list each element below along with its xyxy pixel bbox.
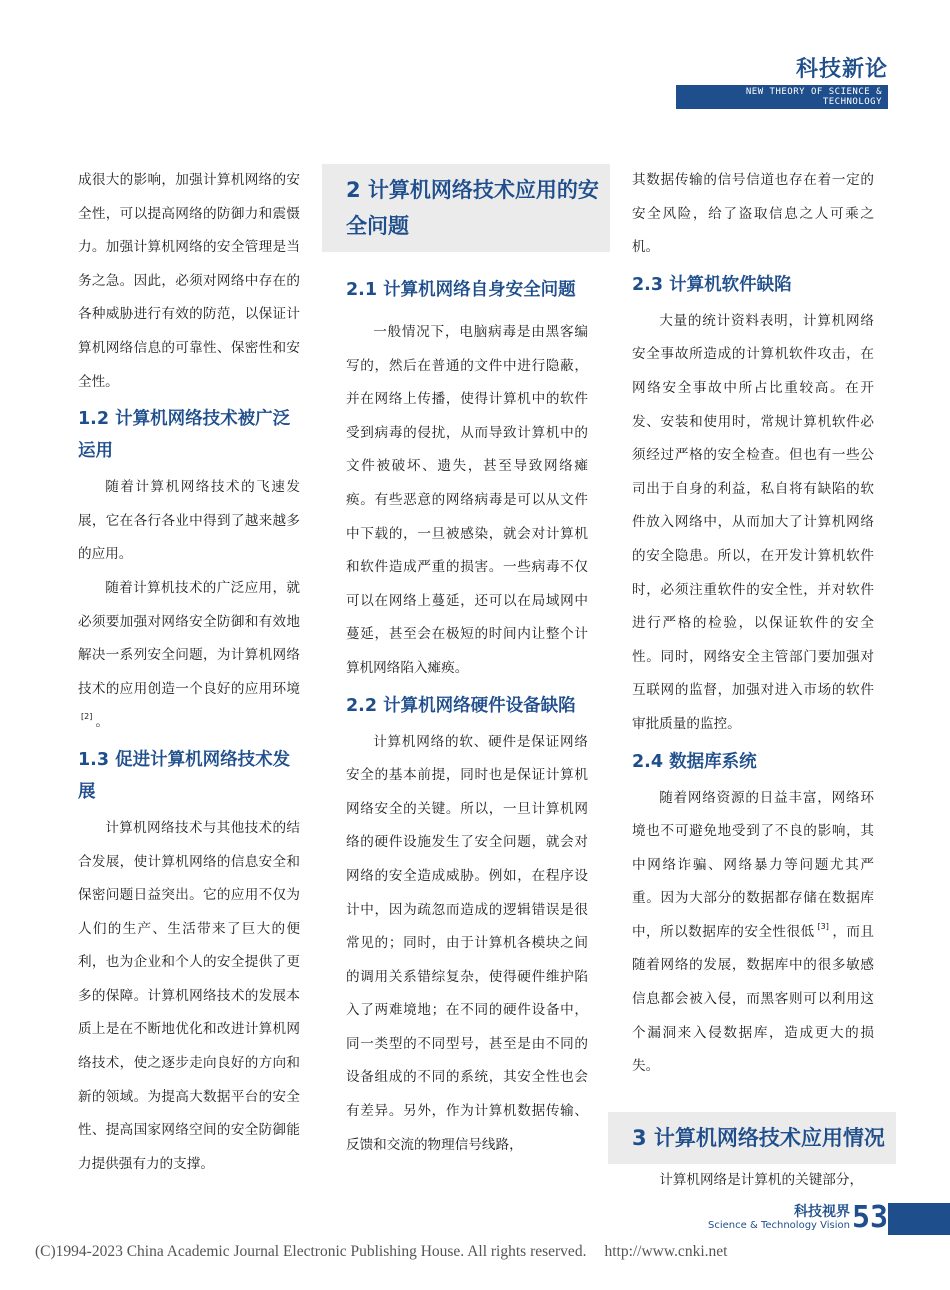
paragraph: 一般情况下，电脑病毒是由黑客编写的，然后在普通的文件中进行隐蔽，并在网络上传播，使得计算机中的软件受到病毒的侵扰，从而导致计算机中的文件被破坏、遗失，甚至导致网络瘫痪。有些恶意的网络病毒是可以从文件中下载的，一旦被感染，就会对计算机和软件造成严重的损害。一些病毒不仅可以在网络上蔓延，还可以在局域网中蔓延，甚至会在极短的时间内让整个计算机网络陷入瘫痪。 xyxy=(346,324,588,676)
paragraph: 计算机网络是计算机的关键部分， xyxy=(659,1171,864,1188)
brand-title-en: NEW THEORY OF SCIENCE & TECHNOLOGY xyxy=(676,85,888,109)
section-heading-1-3: 1.3 促进计算机网络技术发展 xyxy=(78,749,291,802)
paragraph-text: ，而且随着网络的发展，数据库中的很多敏感信息都会被入侵，而黑客则可以利用这个漏洞来入侵数据库，造成更大的损失。 xyxy=(632,923,875,1075)
copyright-text: (C)1994-2023 China Academic Journal Electronic Publishing House. All rights reserved. xyxy=(35,1243,587,1260)
paragraph-text: 随着网络资源的日益丰富，网络环境也不可避免地受到了不良的影响，其中网络诈骗、网络暴力等问题尤其严重。因为大部分的数据都存储在数据库中，所以数据库的安全性很低 xyxy=(632,789,874,940)
section-heading-1-2: 1.2 计算机网络技术被广泛运用 xyxy=(78,409,291,462)
footer-accent-bar xyxy=(888,1203,950,1235)
section-heading-2-1: 2.1 计算机网络自身安全问题 xyxy=(346,280,576,300)
paragraph: 计算机网络的软、硬件是保证网络安全的基本前提，同时也是保证计算机网络安全的关键。所以，一旦计算机网络的硬件设施发生了安全问题，就会对网络的安全造成威胁。例如，在程序设计中，因为疏忽而造成的逻辑错误是很常见的；同时，由于计算机各模块之间的调用关系错综复杂，使得硬件维护陷入了两难境地；在不同的硬件设备中，同一类型的不同型号，甚至是由不同的设备组成的不同的系统，其安全性也会有差异。另外，作为计算机数据传输、反馈和交流的物理信号线路， xyxy=(346,733,588,1153)
paragraph: 成很大的影响，加强计算机网络的安全性，可以提高网络的防御力和震慑力。加强计算机网络的安全管理是当务之急。因此，必须对网络中存在的各种威胁进行有效的防范，以保证计算机网络信息的可靠性、保密性和安全性。 xyxy=(78,172,300,390)
paragraph-end: 。 xyxy=(95,714,109,731)
section-heading-2-4: 2.4 数据库系统 xyxy=(632,751,757,772)
source-url[interactable]: http://www.cnki.net xyxy=(604,1243,728,1260)
column-2 xyxy=(346,164,599,1162)
citation: [2] xyxy=(81,712,93,722)
paragraph: 大量的统计资料表明，计算机网络安全事故所造成的计算机软件攻击，在网络安全事故中所占比重较高。在开发、安装和使用时，常规计算机软件必须经过严格的安全检查。但也有一些公司出于自身的利益，私自将有缺陷的软件放入网络中，从而加大了计算机网络的安全隐患。所以，在开发计算机软件时，必须注重软件的安全性，并对软件进行严格的检验，以保证软件的安全性。同时，网络安全主管部门要加强对互联网的监督，加强对进入市场的软件审批质量的监控。 xyxy=(632,312,874,732)
citation: [3] xyxy=(817,921,829,931)
paragraph xyxy=(632,782,874,1084)
paragraph: 计算机网络技术与其他技术的结合发展，使计算机网络的信息安全和保密问题日益突出。它的应用不仅为人们的生产、生活带来了巨大的便利，也为企业和个人的安全提供了更多的保障。计算机网络技术的发展本质上是在不断地优化和改进计算机网络技术，使之逐步走向良好的方向和新的领域。为提高大数据平台的安全性、提高国家网络空间的安全防御能力提供强有力的支撑。 xyxy=(78,819,300,1172)
journal-brand xyxy=(676,52,888,109)
copyright-line xyxy=(35,1243,727,1261)
section-heading-3: 3 计算机网络技术应用情况 xyxy=(608,1112,896,1164)
paragraph: 其数据传输的信号信道也存在着一定的安全风险，给了盗取信息之人可乘之机。 xyxy=(632,172,874,256)
paragraph-text: 随着计算机技术的广泛应用，就必须要加强对网络安全防御和有效地解决一系列安全问题，为计算机网络技术的应用创造一个良好的应用环境 xyxy=(78,579,300,697)
section-heading-2-3: 2.3 计算机软件缺陷 xyxy=(632,274,792,295)
page-number: 53 xyxy=(852,1200,889,1235)
section-heading-2: 2 计算机网络技术应用的安全问题 xyxy=(322,164,610,252)
footer-journal-cn: 科技视界 xyxy=(794,1204,850,1220)
paragraph: 随着计算机网络技术的飞速发展，它在各行各业中得到了越来越多的应用。 xyxy=(78,479,300,563)
column-1 xyxy=(78,164,300,1181)
section-heading-2-2: 2.2 计算机网络硬件设备缺陷 xyxy=(346,695,576,716)
paragraph xyxy=(78,572,300,740)
footer-journal-en: Science & Technology Vision xyxy=(708,1220,850,1231)
brand-title-cn: 科技新论 xyxy=(795,57,888,82)
column-3 xyxy=(632,164,885,1197)
